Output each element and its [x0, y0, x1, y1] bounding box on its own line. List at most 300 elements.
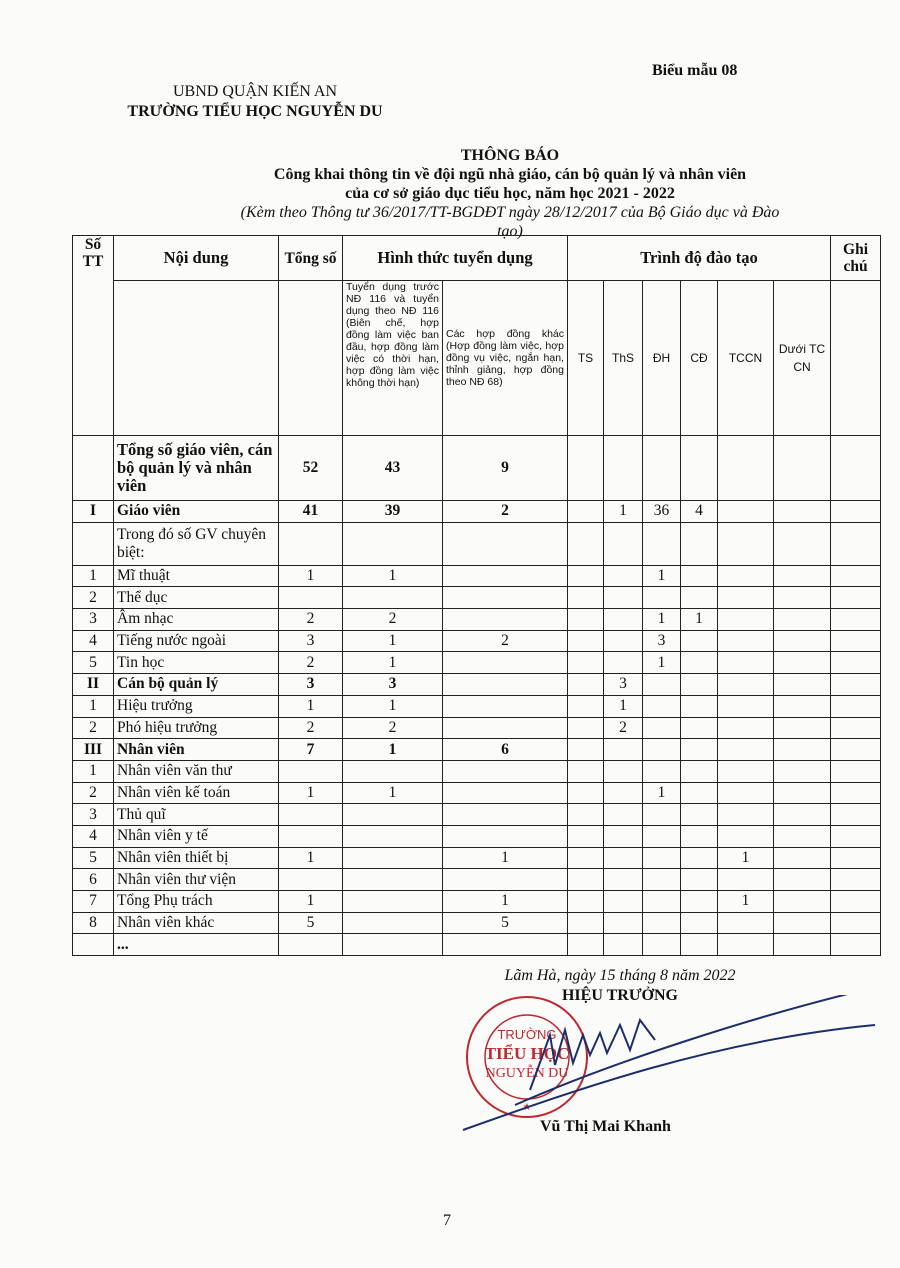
- title-block: [230, 146, 790, 241]
- cell-below-tccn: [774, 782, 831, 804]
- cell-cd: [681, 739, 718, 761]
- cell-content: Nhân viên y tế: [114, 825, 279, 847]
- cell-content: Hiệu trưởng: [114, 695, 279, 717]
- cell-below-tccn: [774, 652, 831, 674]
- cell-ths: 3: [604, 674, 643, 696]
- cell-tccn: 1: [718, 847, 774, 869]
- header-row-1: [73, 236, 881, 281]
- cell-recruit-a: 3: [343, 674, 443, 696]
- cell-note: [831, 630, 881, 652]
- cell-ts: [568, 804, 604, 826]
- cell-ths: [604, 782, 643, 804]
- cell-cd: [681, 436, 718, 501]
- cell-total: 1: [279, 695, 343, 717]
- cell-below-tccn: [774, 630, 831, 652]
- cell-note: [831, 674, 881, 696]
- cell-total: 41: [279, 501, 343, 523]
- cell-total: 3: [279, 674, 343, 696]
- cell-note: [831, 695, 881, 717]
- cell-recruit-a: [343, 760, 443, 782]
- cell-stt: 3: [73, 804, 114, 826]
- cell-stt: 4: [73, 630, 114, 652]
- cell-below-tccn: [774, 847, 831, 869]
- cell-note: [831, 717, 881, 739]
- cell-recruit-b: [443, 522, 568, 565]
- cell-recruit-a: 1: [343, 565, 443, 587]
- cell-dh: [643, 436, 681, 501]
- cell-ts: [568, 630, 604, 652]
- header-content: Nội dung: [114, 236, 279, 281]
- svg-text:TIỂU HỌC: TIỂU HỌC: [484, 1044, 570, 1063]
- cell-recruit-b: [443, 825, 568, 847]
- cell-below-tccn: [774, 587, 831, 609]
- table-row: [73, 609, 881, 631]
- cell-cd: [681, 717, 718, 739]
- cell-ts: [568, 739, 604, 761]
- header-row-2: [73, 281, 881, 436]
- cell-tccn: [718, 652, 774, 674]
- cell-content: Âm nhạc: [114, 609, 279, 631]
- cell-ths: [604, 934, 643, 956]
- table-row: [73, 847, 881, 869]
- cell-ts: [568, 501, 604, 523]
- parent-org: UBND QUẬN KIẾN AN: [173, 83, 337, 100]
- cell-content: Thể dục: [114, 587, 279, 609]
- header-training: Trình độ đào tạo: [568, 236, 831, 281]
- cell-tccn: [718, 501, 774, 523]
- table-row: [73, 674, 881, 696]
- cell-tccn: [718, 782, 774, 804]
- header-cd: CĐ: [681, 281, 718, 436]
- cell-ts: [568, 891, 604, 913]
- doc-title: THÔNG BÁO: [460, 147, 560, 164]
- cell-ts: [568, 825, 604, 847]
- cell-stt: II: [73, 674, 114, 696]
- cell-stt: [73, 522, 114, 565]
- cell-tccn: [718, 522, 774, 565]
- cell-cd: [681, 587, 718, 609]
- cell-total: 2: [279, 717, 343, 739]
- cell-tccn: [718, 436, 774, 501]
- organization-header: [100, 82, 410, 122]
- cell-note: [831, 869, 881, 891]
- cell-cd: [681, 804, 718, 826]
- table-row: [73, 760, 881, 782]
- cell-total: 1: [279, 847, 343, 869]
- cell-content: Giáo viên: [114, 501, 279, 523]
- cell-note: [831, 739, 881, 761]
- cell-recruit-a: 2: [343, 717, 443, 739]
- cell-recruit-b: 1: [443, 847, 568, 869]
- table-row: [73, 912, 881, 934]
- cell-ths: [604, 522, 643, 565]
- cell-tccn: [718, 804, 774, 826]
- cell-recruit-b: [443, 869, 568, 891]
- cell-content: Nhân viên kế toán: [114, 782, 279, 804]
- staff-table: [72, 235, 881, 956]
- cell-dh: [643, 912, 681, 934]
- cell-dh: [643, 695, 681, 717]
- table-row: [73, 652, 881, 674]
- cell-tccn: [718, 717, 774, 739]
- cell-ts: [568, 587, 604, 609]
- header-empty: [114, 281, 279, 436]
- stamp-and-signature: [455, 995, 895, 1135]
- cell-ths: [604, 587, 643, 609]
- cell-cd: [681, 565, 718, 587]
- cell-ths: [604, 436, 643, 501]
- cell-tccn: [718, 739, 774, 761]
- cell-cd: [681, 522, 718, 565]
- svg-text:TRƯỜNG: TRƯỜNG: [497, 1027, 557, 1042]
- cell-recruit-a: [343, 934, 443, 956]
- cell-stt: 5: [73, 652, 114, 674]
- cell-note: [831, 782, 881, 804]
- cell-recruit-a: 1: [343, 695, 443, 717]
- cell-recruit-a: [343, 587, 443, 609]
- cell-stt: 6: [73, 869, 114, 891]
- svg-text:★: ★: [522, 1102, 532, 1113]
- cell-ths: [604, 652, 643, 674]
- cell-below-tccn: [774, 609, 831, 631]
- cell-stt: III: [73, 739, 114, 761]
- cell-dh: [643, 674, 681, 696]
- cell-recruit-b: 2: [443, 501, 568, 523]
- cell-note: [831, 609, 881, 631]
- cell-note: [831, 565, 881, 587]
- cell-content: Trong đó số GV chuyên biệt:: [114, 522, 279, 565]
- cell-tccn: [718, 674, 774, 696]
- cell-total: 7: [279, 739, 343, 761]
- cell-cd: [681, 652, 718, 674]
- table-row: [73, 587, 881, 609]
- cell-cd: [681, 674, 718, 696]
- cell-note: [831, 891, 881, 913]
- cell-ts: [568, 869, 604, 891]
- cell-dh: [643, 891, 681, 913]
- cell-total: [279, 522, 343, 565]
- cell-content: Tổng Phụ trách: [114, 891, 279, 913]
- cell-note: [831, 522, 881, 565]
- cell-stt: [73, 934, 114, 956]
- cell-ts: [568, 695, 604, 717]
- cell-recruit-b: [443, 804, 568, 826]
- cell-content: Tin học: [114, 652, 279, 674]
- table-row: [73, 630, 881, 652]
- cell-dh: [643, 760, 681, 782]
- cell-tccn: [718, 869, 774, 891]
- cell-total: 1: [279, 782, 343, 804]
- cell-below-tccn: [774, 891, 831, 913]
- cell-ts: [568, 912, 604, 934]
- cell-ths: [604, 565, 643, 587]
- cell-cd: [681, 630, 718, 652]
- cell-tccn: [718, 934, 774, 956]
- cell-tccn: [718, 912, 774, 934]
- cell-ths: [604, 825, 643, 847]
- cell-recruit-a: [343, 912, 443, 934]
- cell-cd: [681, 869, 718, 891]
- header-stt: Số TT: [73, 236, 114, 436]
- cell-ts: [568, 717, 604, 739]
- cell-recruit-b: 1: [443, 891, 568, 913]
- cell-dh: 36: [643, 501, 681, 523]
- table-row: [73, 891, 881, 913]
- cell-cd: [681, 891, 718, 913]
- cell-stt: I: [73, 501, 114, 523]
- cell-recruit-a: [343, 804, 443, 826]
- cell-dh: 1: [643, 609, 681, 631]
- cell-total: 2: [279, 652, 343, 674]
- cell-content: Nhân viên: [114, 739, 279, 761]
- cell-dh: [643, 934, 681, 956]
- cell-recruit-a: 1: [343, 652, 443, 674]
- table-row: [73, 825, 881, 847]
- cell-recruit-a: [343, 847, 443, 869]
- cell-note: [831, 912, 881, 934]
- table-row: [73, 739, 881, 761]
- cell-recruit-b: [443, 695, 568, 717]
- cell-content: Thủ quĩ: [114, 804, 279, 826]
- cell-ths: 2: [604, 717, 643, 739]
- cell-recruit-a: 39: [343, 501, 443, 523]
- cell-dh: 1: [643, 652, 681, 674]
- cell-total: [279, 760, 343, 782]
- cell-stt: 1: [73, 695, 114, 717]
- cell-ths: 1: [604, 695, 643, 717]
- header-note: Ghi chú: [831, 236, 881, 281]
- cell-note: [831, 436, 881, 501]
- cell-total: 1: [279, 891, 343, 913]
- doc-subtitle-1: Công khai thông tin về đội ngũ nhà giáo, cán bộ quản lý và nhân viên: [273, 166, 747, 183]
- cell-below-tccn: [774, 717, 831, 739]
- table-row: [73, 804, 881, 826]
- cell-tccn: [718, 587, 774, 609]
- cell-recruit-a: 43: [343, 436, 443, 501]
- cell-stt: 2: [73, 717, 114, 739]
- cell-content: Mĩ thuật: [114, 565, 279, 587]
- cell-total: [279, 587, 343, 609]
- cell-recruit-b: [443, 674, 568, 696]
- cell-note: [831, 825, 881, 847]
- table-row: [73, 934, 881, 956]
- cell-recruit-b: [443, 652, 568, 674]
- cell-dh: 1: [643, 565, 681, 587]
- table-row: [73, 695, 881, 717]
- cell-ths: [604, 630, 643, 652]
- table-row: [73, 522, 881, 565]
- cell-ts: [568, 609, 604, 631]
- cell-recruit-b: 6: [443, 739, 568, 761]
- cell-content: Nhân viên thư viện: [114, 869, 279, 891]
- page-number: 7: [443, 1212, 451, 1229]
- cell-ts: [568, 934, 604, 956]
- cell-below-tccn: [774, 825, 831, 847]
- cell-total: [279, 825, 343, 847]
- cell-content: Phó hiệu trưởng: [114, 717, 279, 739]
- cell-dh: [643, 869, 681, 891]
- cell-stt: 1: [73, 760, 114, 782]
- cell-cd: [681, 782, 718, 804]
- cell-stt: [73, 436, 114, 501]
- cell-ts: [568, 522, 604, 565]
- cell-recruit-a: [343, 522, 443, 565]
- cell-ths: [604, 609, 643, 631]
- cell-recruit-b: 9: [443, 436, 568, 501]
- cell-recruit-a: [343, 891, 443, 913]
- school-name: TRƯỜNG TIỂU HỌC NGUYỄN DU: [127, 103, 383, 120]
- cell-note: [831, 652, 881, 674]
- cell-tccn: [718, 630, 774, 652]
- cell-recruit-a: 2: [343, 609, 443, 631]
- cell-recruit-b: [443, 565, 568, 587]
- cell-note: [831, 760, 881, 782]
- cell-dh: 3: [643, 630, 681, 652]
- cell-tccn: [718, 609, 774, 631]
- cell-ths: [604, 760, 643, 782]
- header-tccn: TCCN: [718, 281, 774, 436]
- cell-below-tccn: [774, 501, 831, 523]
- cell-cd: 1: [681, 609, 718, 631]
- cell-stt: 5: [73, 847, 114, 869]
- cell-ths: [604, 869, 643, 891]
- form-code: Biểu mẫu 08: [652, 62, 738, 79]
- cell-recruit-a: [343, 825, 443, 847]
- cell-total: [279, 869, 343, 891]
- cell-tccn: [718, 695, 774, 717]
- header-recruit-a: Tuyển dụng trước NĐ 116 và tuyển dụng theo NĐ 116 (Biên chế, hợp đồng làm việc ban đầu, hợp đồng làm việc có thời hạn, hợp đồng làm việc không thời hạn): [343, 281, 443, 436]
- cell-note: [831, 934, 881, 956]
- cell-stt: 3: [73, 609, 114, 631]
- cell-ths: [604, 912, 643, 934]
- cell-total: [279, 804, 343, 826]
- cell-below-tccn: [774, 804, 831, 826]
- cell-tccn: [718, 565, 774, 587]
- cell-recruit-b: [443, 782, 568, 804]
- signer-name: Vũ Thị Mai Khanh: [540, 1118, 671, 1135]
- header-dh: ĐH: [643, 281, 681, 436]
- cell-note: [831, 804, 881, 826]
- cell-tccn: [718, 760, 774, 782]
- cell-dh: [643, 739, 681, 761]
- cell-dh: [643, 847, 681, 869]
- cell-ths: [604, 891, 643, 913]
- cell-ths: 1: [604, 501, 643, 523]
- cell-cd: [681, 934, 718, 956]
- doc-subtitle-2: của cơ sở giáo dục tiểu học, năm học 2021 - 2022: [345, 185, 675, 202]
- cell-recruit-a: 1: [343, 739, 443, 761]
- header-empty: [279, 281, 343, 436]
- cell-below-tccn: [774, 869, 831, 891]
- cell-dh: [643, 825, 681, 847]
- cell-stt: 8: [73, 912, 114, 934]
- cell-dh: [643, 587, 681, 609]
- cell-content: Cán bộ quản lý: [114, 674, 279, 696]
- header-below-tccn: Dưới TC CN: [774, 281, 831, 436]
- cell-recruit-b: 2: [443, 630, 568, 652]
- svg-text:NGUYỄN DU: NGUYỄN DU: [485, 1066, 569, 1081]
- signer-role: HIỆU TRƯỞNG: [561, 987, 678, 1004]
- table-row: [73, 436, 881, 501]
- cell-note: [831, 501, 881, 523]
- cell-total: 1: [279, 565, 343, 587]
- cell-below-tccn: [774, 674, 831, 696]
- cell-stt: 4: [73, 825, 114, 847]
- cell-ts: [568, 674, 604, 696]
- cell-content: Tiếng nước ngoài: [114, 630, 279, 652]
- place-date: Lãm Hà, ngày 15 tháng 8 năm 2022: [504, 967, 736, 984]
- cell-cd: [681, 912, 718, 934]
- header-total: Tổng số: [279, 236, 343, 281]
- cell-recruit-b: [443, 609, 568, 631]
- cell-below-tccn: [774, 739, 831, 761]
- cell-dh: [643, 522, 681, 565]
- cell-recruit-b: [443, 760, 568, 782]
- cell-cd: [681, 847, 718, 869]
- cell-dh: [643, 804, 681, 826]
- cell-content: ...: [114, 934, 279, 956]
- cell-ths: [604, 739, 643, 761]
- cell-content: Nhân viên thiết bị: [114, 847, 279, 869]
- cell-below-tccn: [774, 436, 831, 501]
- cell-cd: [681, 760, 718, 782]
- cell-below-tccn: [774, 912, 831, 934]
- cell-tccn: [718, 825, 774, 847]
- header-recruit-b: Các hợp đồng khác (Hợp đồng làm việc, hợp đồng vụ việc, ngắn hạn, thỉnh giảng, hợp đồng theo NĐ 68): [443, 281, 568, 436]
- cell-total: 3: [279, 630, 343, 652]
- table-row: [73, 565, 881, 587]
- cell-note: [831, 587, 881, 609]
- cell-ts: [568, 782, 604, 804]
- cell-ths: [604, 847, 643, 869]
- cell-below-tccn: [774, 565, 831, 587]
- cell-below-tccn: [774, 695, 831, 717]
- table-row: [73, 782, 881, 804]
- cell-total: 5: [279, 912, 343, 934]
- cell-below-tccn: [774, 934, 831, 956]
- cell-total: 52: [279, 436, 343, 501]
- cell-stt: 1: [73, 565, 114, 587]
- cell-content: Nhân viên khác: [114, 912, 279, 934]
- cell-content: Tổng số giáo viên, cán bộ quản lý và nhân viên: [114, 436, 279, 501]
- cell-ts: [568, 847, 604, 869]
- cell-stt: 7: [73, 891, 114, 913]
- header-recruitment: Hình thức tuyển dụng: [343, 236, 568, 281]
- cell-dh: 1: [643, 782, 681, 804]
- cell-cd: [681, 825, 718, 847]
- cell-recruit-b: [443, 587, 568, 609]
- cell-ts: [568, 652, 604, 674]
- cell-ts: [568, 565, 604, 587]
- cell-recruit-a: [343, 869, 443, 891]
- cell-recruit-b: [443, 934, 568, 956]
- cell-ts: [568, 760, 604, 782]
- cell-ths: [604, 804, 643, 826]
- cell-cd: [681, 695, 718, 717]
- cell-recruit-a: 1: [343, 782, 443, 804]
- header-ths: ThS: [604, 281, 643, 436]
- header-ts: TS: [568, 281, 604, 436]
- table-row: [73, 717, 881, 739]
- cell-recruit-b: 5: [443, 912, 568, 934]
- cell-recruit-b: [443, 717, 568, 739]
- cell-recruit-a: 1: [343, 630, 443, 652]
- table-row: [73, 869, 881, 891]
- cell-total: 2: [279, 609, 343, 631]
- header-empty: [831, 281, 881, 436]
- cell-stt: 2: [73, 782, 114, 804]
- cell-cd: 4: [681, 501, 718, 523]
